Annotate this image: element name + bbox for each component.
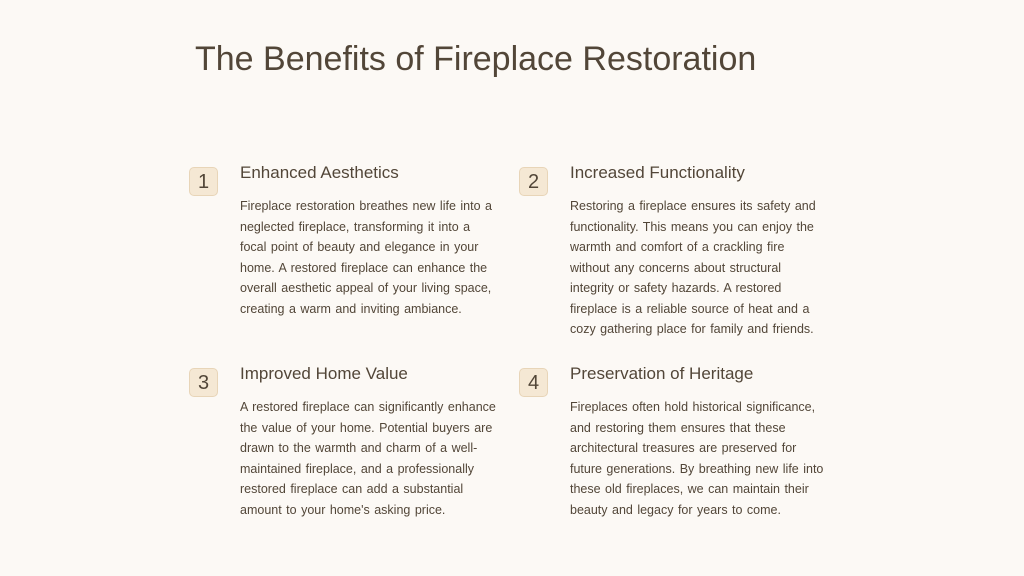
benefit-heading: Increased Functionality [570,163,745,182]
benefit-heading: Enhanced Aesthetics [240,163,399,182]
number-badge: 3 [189,368,218,397]
benefit-description: Fireplace restoration breathes new life into a neglected fireplace, transforming it into a focal point of beauty and elegance in your home. A restored fireplace can enhance the overall aesthetic appeal of your living space, creating a warm and inviting ambiance. [240,199,492,316]
page-title: The Benefits of Fireplace Restoration [195,40,757,78]
benefit-description: Restoring a fireplace ensures its safety and functionality. This means you can enjoy the warmth and comfort of a crackling fire without any concerns about structural integrity or safety hazards. A restored fireplace is a reliable source of heat and a cozy gathering place for family and friends. [570,199,816,336]
benefit-description: A restored fireplace can significantly enhance the value of your home. Potential buyers are drawn to the warmth and charm of a well-maintained fireplace, and a professionally restored fireplace can add a substantial amount to your home's asking price. [240,400,496,517]
benefit-heading: Improved Home Value [240,364,408,383]
benefit-description: Fireplaces often hold historical significance, and restoring them ensures that these architectural treasures are preserved for future generations. By breathing new life into these old fireplaces, we can maintain their beauty and legacy for years to come. [570,400,824,517]
number-badge: 4 [519,368,548,397]
benefit-heading: Preservation of Heritage [570,364,754,383]
number-badge: 2 [519,167,548,196]
number-badge: 1 [189,167,218,196]
